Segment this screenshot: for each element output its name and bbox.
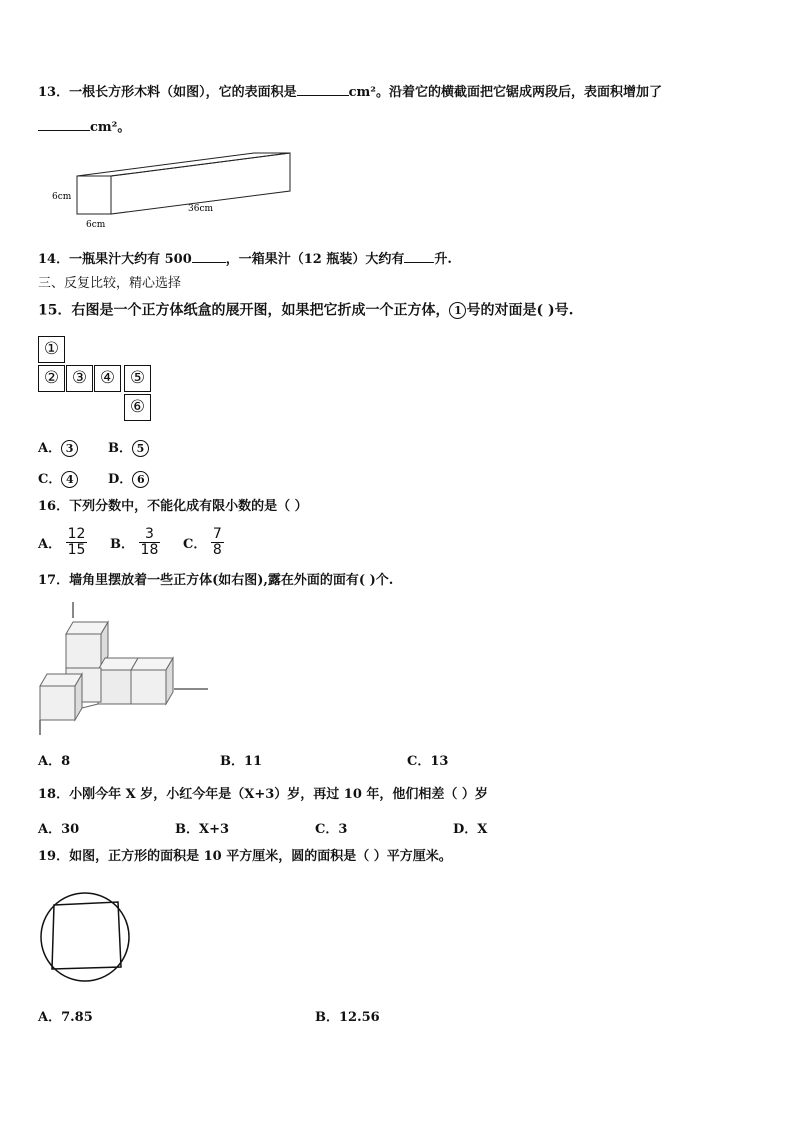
q15-circle-1: 1	[449, 302, 466, 319]
q13-line1	[38, 83, 662, 101]
q16-b-denominator: 18	[140, 542, 159, 558]
net-cell-2: ②	[38, 365, 65, 392]
q15-option-a[interactable]	[38, 437, 78, 457]
net-cell-3: ③	[66, 365, 93, 392]
q14-text-b: ，一箱果汁（12 瓶装）大约有	[225, 252, 405, 267]
q14-text-c: 升.	[434, 252, 452, 267]
q15-option-b[interactable]	[108, 437, 149, 457]
cuboid-figure	[40, 146, 310, 231]
q13-blank-2[interactable]	[38, 118, 90, 131]
q17-stem: 17．墙角里摆放着一些正方体(如右图),露在外面的面有( )个.	[38, 573, 394, 588]
q16-c-numerator: 7	[212, 526, 222, 542]
q15-option-d[interactable]	[108, 468, 149, 488]
q15-option-c-value: 4	[61, 471, 78, 488]
q15-option-b-label: B．	[108, 441, 132, 456]
q16-stem: 16．下列分数中，不能化成有限小数的是（ ）	[38, 499, 308, 514]
q13-text-b: cm²。沿着它的横截面把它锯成两段后，表面积增加了	[348, 85, 662, 100]
q14-blank-1[interactable]	[192, 250, 226, 263]
q18-option-c[interactable]: C．3	[315, 822, 348, 837]
q15-option-b-value: 5	[132, 440, 149, 457]
q16-a-numerator: 12	[67, 526, 86, 542]
q16-option-c-fraction	[211, 527, 224, 558]
q16-c-denominator: 8	[212, 542, 222, 558]
section-3-heading: 三、反复比较，精心选择	[38, 276, 182, 291]
q17-option-b[interactable]: B．11	[220, 754, 263, 769]
cube-net-figure	[38, 336, 158, 422]
q14-blank-2[interactable]	[404, 250, 434, 263]
q13-text-c: cm²。	[90, 120, 131, 135]
q19-option-a[interactable]: A．7.85	[38, 1010, 93, 1025]
q19-option-b[interactable]: B．12.56	[315, 1010, 380, 1025]
q18-option-b[interactable]: B．X+3	[175, 822, 230, 837]
q16-option-b-fraction	[139, 527, 161, 558]
q13-text-a: 13．一根长方形木料（如图），它的表面积是	[38, 85, 297, 100]
q15-option-c[interactable]	[38, 468, 78, 488]
q16-option-a[interactable]	[38, 527, 87, 558]
q17-option-a[interactable]: A．8	[38, 754, 71, 769]
q16-option-b[interactable]	[110, 527, 160, 558]
q15-text-b: 号的对面是( )号.	[466, 302, 574, 319]
q15-stem	[38, 302, 573, 319]
q18-stem: 18．小刚今年 X 岁，小红今年是（X+3）岁，再过 10 年，他们相差（ ）岁	[38, 787, 488, 802]
cuboid-height-label: 6cm	[52, 192, 72, 202]
q18-option-a[interactable]: A．30	[38, 822, 80, 837]
q15-option-a-label: A．	[38, 441, 62, 456]
net-cell-4: ④	[94, 365, 121, 392]
net-cell-6: ⑥	[124, 394, 151, 421]
q15-option-d-value: 6	[132, 471, 149, 488]
cuboid-width-label: 6cm	[86, 220, 106, 230]
net-cell-1: ①	[38, 336, 65, 363]
q15-text-a: 15．右图是一个正方体纸盒的展开图，如果把它折成一个正方体，	[38, 302, 450, 319]
q16-option-a-fraction	[66, 527, 88, 558]
corner-cubes-figure	[36, 600, 211, 735]
q16-option-c[interactable]	[183, 527, 224, 558]
q15-option-d-label: D．	[108, 472, 133, 487]
q17-option-c[interactable]: C．13	[407, 754, 449, 769]
q16-a-denominator: 15	[67, 542, 86, 558]
q14-line	[38, 250, 452, 268]
q16-option-a-label: A．	[38, 537, 62, 552]
q15-option-c-label: C．	[38, 472, 62, 487]
q16-option-b-label: B．	[110, 537, 134, 552]
q14-text-a: 14．一瓶果汁大约有 500	[38, 252, 192, 267]
q15-option-a-value: 3	[61, 440, 78, 457]
q19-stem: 19．如图，正方形的面积是 10 平方厘米，圆的面积是（ ）平方厘米。	[38, 849, 452, 864]
net-cell-5: ⑤	[124, 365, 151, 392]
q18-option-d[interactable]: D．X	[453, 822, 488, 837]
q13-line2	[38, 118, 130, 136]
cuboid-length-label: 36cm	[188, 204, 214, 214]
q13-blank-1[interactable]	[297, 83, 349, 96]
circle-square-figure	[39, 891, 131, 983]
q16-option-c-label: C．	[183, 537, 207, 552]
q16-b-numerator: 3	[139, 527, 161, 543]
